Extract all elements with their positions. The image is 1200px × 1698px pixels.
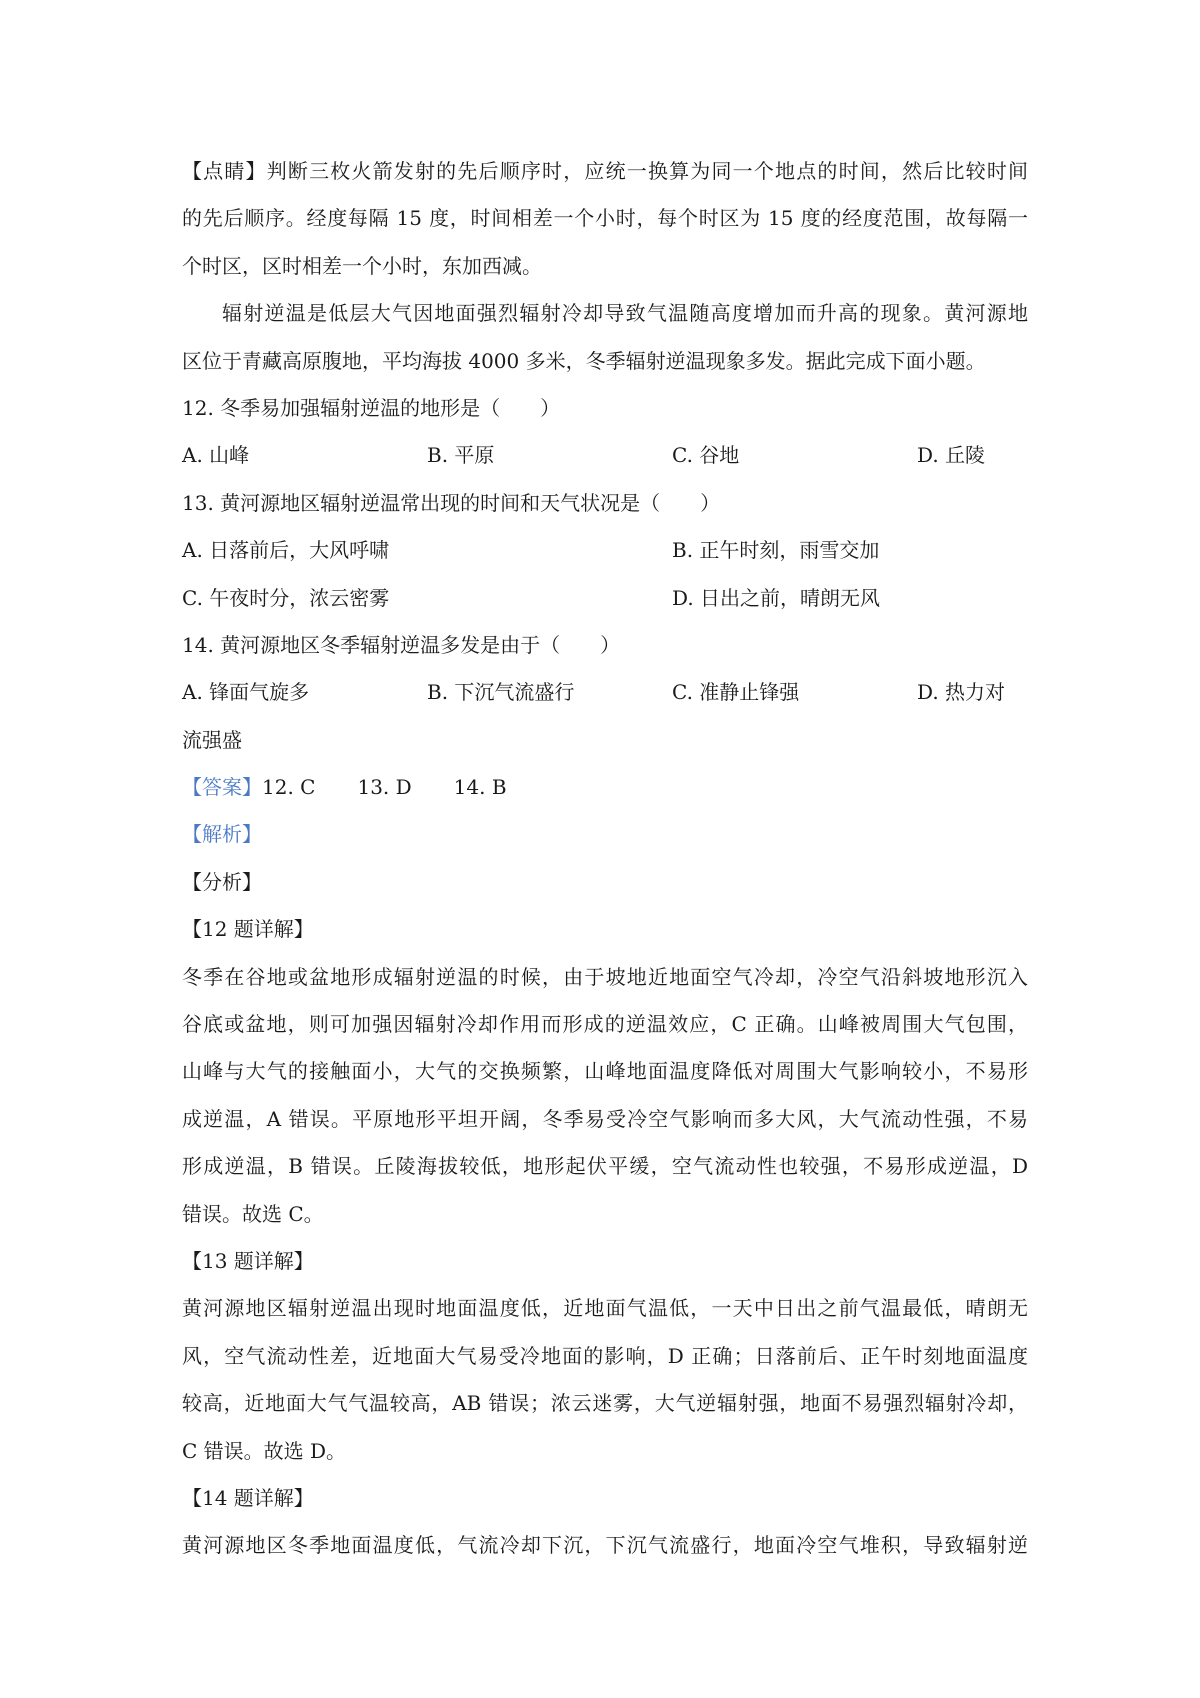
document-page (182, 148, 1028, 1570)
question-12-options (182, 432, 1028, 479)
q13-option-c: C. 午夜时分，浓云密雾 (182, 585, 390, 610)
answer-tag: 【答案】 (182, 775, 262, 800)
question-14-stem: 14. 黄河源地区冬季辐射逆温多发是由于（ ） (182, 632, 621, 657)
detail-14-line-1: 黄河源地区冬季地面温度低，气流冷却下沉，下沉气流盛行，地面冷空气堆积，导致辐射逆 (182, 1533, 1028, 1558)
fenxi-tag: 【分析】 (182, 869, 262, 894)
detail-13-tag: 【13 题详解】 (182, 1248, 314, 1273)
jiexi-tag: 【解析】 (182, 822, 262, 847)
q12-option-d: D. 丘陵 (917, 443, 986, 468)
detail-12-line-2: 谷底或盆地，则可加强因辐射冷却作用而形成的逆温效应，C 正确。山峰被周围大气包围， (182, 1012, 1028, 1037)
dianjing-line-1: 【点睛】判断三枚火箭发射的先后顺序时，应统一换算为同一个地点的时间，然后比较时间 (182, 159, 1029, 183)
detail-13-line-1: 黄河源地区辐射逆温出现时地面温度低，近地面气温低，一天中日出之前气温最低，晴朗无 (182, 1296, 1028, 1321)
q12-option-a: A. 山峰 (182, 443, 250, 468)
detail-13-line-2: 风，空气流动性差，近地面大气易受冷地面的影响，D 正确；日落前后、正午时刻地面温度 (182, 1343, 1028, 1368)
dianjing-line-3: 个时区，区时相差一个小时，东加西减。 (182, 253, 542, 278)
dianjing-line-2: 的先后顺序。经度每隔 15 度，时间相差一个小时，每个时区为 15 度的经度范围，故每隔一 (182, 206, 1028, 231)
answer-13: 13. D (357, 775, 412, 800)
q13-option-a: A. 日落前后，大风呼啸 (182, 538, 390, 563)
dianjing-tag: 【点睛】 (182, 159, 267, 183)
detail-14-tag: 【14 题详解】 (182, 1485, 314, 1510)
question-12-stem: 12. 冬季易加强辐射逆温的地形是（ ） (182, 395, 561, 420)
detail-12-line-6: 错误。故选 C。 (182, 1201, 324, 1226)
detail-13-line-3: 较高，近地面大气气温较高，AB 错误；浓云迷雾，大气逆辐射强，地面不易强烈辐射冷却， (182, 1391, 1028, 1416)
material-line-1: 辐射逆温是低层大气因地面强烈辐射冷却导致气温随高度增加而升高的现象。黄河源地 (222, 301, 1028, 326)
question-13-options-row-1 (182, 527, 1028, 574)
question-13-stem: 13. 黄河源地区辐射逆温常出现的时间和天气状况是（ ） (182, 490, 721, 515)
detail-12-line-5: 形成逆温，B 错误。丘陵海拔较低，地形起伏平缓，空气流动性也较强，不易形成逆温，D (182, 1154, 1028, 1179)
q14-option-d: D. 热力对 (917, 680, 1006, 705)
answer-14: 14. B (453, 775, 507, 800)
question-14-options (182, 669, 1028, 716)
q12-option-c: C. 谷地 (672, 443, 740, 468)
q14-option-a: A. 锋面气旋多 (182, 680, 310, 705)
answer-line (182, 764, 1028, 811)
q12-option-b: B. 平原 (427, 443, 495, 468)
q14-option-d-wrap: 流强盛 (182, 727, 242, 752)
q13-option-d: D. 日出之前，晴朗无风 (672, 585, 881, 610)
material-line-2: 区位于青藏高原腹地，平均海拔 4000 多米，冬季辐射逆温现象多发。据此完成下面小题。 (182, 348, 986, 373)
q14-option-c: C. 准静止锋强 (672, 680, 800, 705)
detail-12-tag: 【12 题详解】 (182, 917, 314, 942)
answer-12: 12. C (262, 775, 316, 800)
detail-13-line-4: C 错误。故选 D。 (182, 1438, 347, 1463)
question-13-options-row-2 (182, 575, 1028, 622)
detail-12-line-4: 成逆温，A 错误。平原地形平坦开阔，冬季易受冷空气影响而多大风，大气流动性强，不易 (182, 1106, 1028, 1131)
q13-option-b: B. 正午时刻，雨雪交加 (672, 538, 880, 563)
q14-option-b: B. 下沉气流盛行 (427, 680, 575, 705)
detail-12-line-3: 山峰与大气的接触面小，大气的交换频繁，山峰地面温度降低对周围大气影响较小，不易形 (182, 1059, 1028, 1084)
detail-12-line-1: 冬季在谷地或盆地形成辐射逆温的时候，由于坡地近地面空气冷却，冷空气沿斜坡地形沉入 (182, 964, 1028, 989)
